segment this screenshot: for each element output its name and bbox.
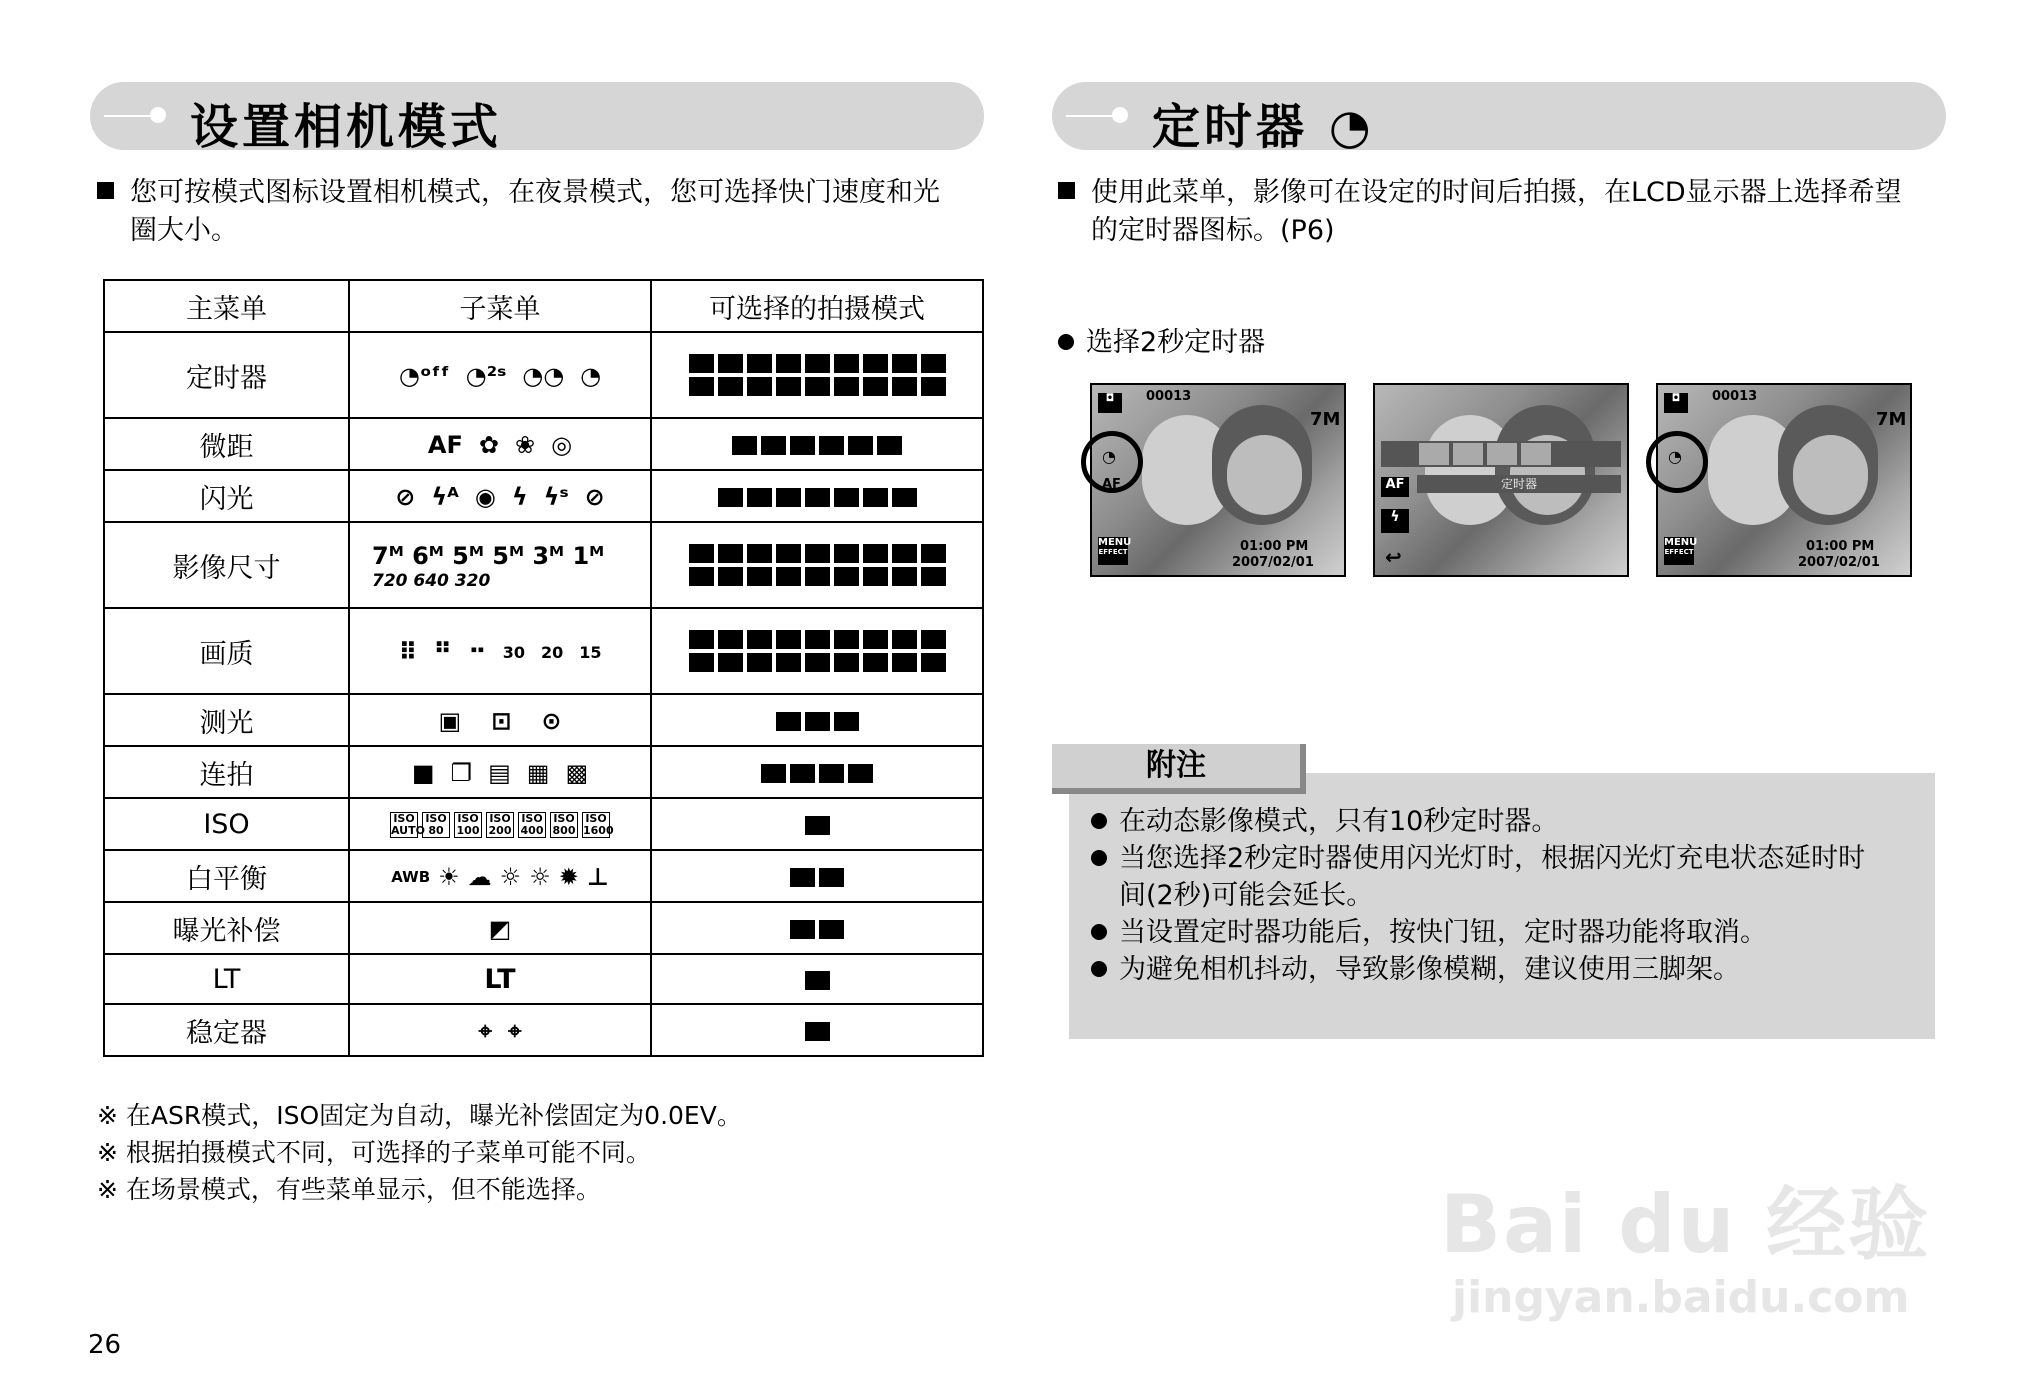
note-line: ※ 在ASR模式，ISO固定为自动，曝光补偿固定为0.0EV。 xyxy=(97,1101,742,1130)
menu-effect-button: MENU EFFECT xyxy=(1098,537,1128,565)
mode-icons xyxy=(651,746,983,798)
wb-icons xyxy=(349,850,651,902)
shooting-mode-icon xyxy=(834,712,859,731)
shooting-mode-icon xyxy=(863,567,888,586)
shooting-mode-icon xyxy=(819,436,844,455)
shooting-mode-icon xyxy=(805,567,830,586)
row-main: 稳定器 xyxy=(104,1004,349,1056)
af-menu-icon: AF xyxy=(1381,477,1409,497)
table-row xyxy=(104,902,983,954)
image-size-icons xyxy=(349,522,651,608)
row-main: 曝光补偿 xyxy=(104,902,349,954)
shooting-mode-icon xyxy=(805,816,830,835)
time-display: 01:00 PM xyxy=(1806,539,1875,554)
mode-icons xyxy=(651,522,983,608)
row-main: 定时器 xyxy=(104,332,349,418)
image-size-indicator: 7M xyxy=(1876,409,1907,430)
fluorescent-h-icon: ☼ xyxy=(499,863,522,891)
continuous-icon: ❐ xyxy=(450,759,473,787)
shooting-mode-icon xyxy=(776,712,801,731)
iso-100-icon: ISO 100 xyxy=(454,812,482,838)
timer-menu-label: 定时器 xyxy=(1417,475,1621,493)
timer-double-icon: ◔◔ xyxy=(522,362,565,390)
flash-off-icon: ⊘ xyxy=(395,483,416,511)
page-number: 26 xyxy=(88,1330,122,1360)
shooting-mode-icon xyxy=(834,653,859,672)
shooting-mode-icon xyxy=(718,377,743,396)
round-bullet-icon xyxy=(1091,961,1107,977)
flash-auto-icon: ϟᴬ xyxy=(431,483,459,511)
metering-icons xyxy=(349,694,651,746)
shooting-mode-icon xyxy=(921,630,946,649)
shooting-mode-icon xyxy=(834,377,859,396)
note-line: ※ 在场景模式，有些菜单显示，但不能选择。 xyxy=(97,1175,601,1204)
shooting-mode-icon xyxy=(790,764,815,783)
ev-icons xyxy=(349,902,651,954)
camera-mode-table xyxy=(103,279,984,1057)
timer-off-icon: ◔ xyxy=(1102,447,1116,466)
shooting-mode-icon xyxy=(747,377,772,396)
shooting-mode-icon xyxy=(892,488,917,507)
row-main: ISO xyxy=(104,798,349,850)
table-row xyxy=(104,332,983,418)
note-item: 为避免相机抖动，导致影像模糊，建议使用三脚架。 xyxy=(1119,954,1740,985)
iso-auto-icon: ISO AUTO xyxy=(391,812,425,837)
iso-400-icon: ISO 400 xyxy=(518,812,546,838)
shooting-mode-icon xyxy=(776,653,801,672)
shooting-mode-icon xyxy=(747,653,772,672)
exposure-comp-icon: ◩ xyxy=(488,915,512,943)
shooting-mode-icon xyxy=(892,653,917,672)
row-main: 微距 xyxy=(104,418,349,470)
red-eye-fix-icon: ⊘ xyxy=(584,483,605,511)
daylight-icon: ☀ xyxy=(438,863,460,891)
shooting-mode-icon xyxy=(718,630,743,649)
camera-mode-icon: ◘ xyxy=(1098,393,1122,413)
right-intro: 使用此菜单，影像可在设定的时间后拍摄，在LCD显示器上选择希望 的定时器图标。(P6) xyxy=(1058,174,1958,250)
stabilizer-icons xyxy=(349,1004,651,1056)
iso-icons xyxy=(349,798,651,850)
round-bullet-icon xyxy=(1091,813,1107,829)
left-title-bar xyxy=(90,82,984,155)
lt-label: LT xyxy=(349,954,651,1004)
stabilizer-on-icon: ⌖ xyxy=(508,1017,522,1045)
shooting-mode-icon xyxy=(921,653,946,672)
shooting-mode-icon xyxy=(776,630,801,649)
shooting-mode-icon xyxy=(747,488,772,507)
highlight-circle xyxy=(1081,431,1143,493)
spot-metering-icon: ⊡ xyxy=(491,707,512,735)
wide-icon: ▩ xyxy=(565,759,589,787)
super-fine-icon: ⠿ xyxy=(398,638,418,666)
note-header: 附注 xyxy=(1052,744,1306,794)
shooting-mode-icon xyxy=(848,764,873,783)
table-row xyxy=(104,608,983,694)
flash-icons xyxy=(349,470,651,522)
row-main: 连拍 xyxy=(104,746,349,798)
shooting-mode-icon xyxy=(834,567,859,586)
shooting-mode-icon xyxy=(718,488,743,507)
highlight-circle xyxy=(1646,431,1708,493)
note-item: 当设置定时器功能后，按快门钮，定时器功能将取消。 xyxy=(1119,917,1767,948)
note-item: 当您选择2秒定时器使用闪光灯时，根据闪光灯充电状态延时时 xyxy=(1119,843,1866,874)
shooting-mode-icon xyxy=(689,567,714,586)
row-main: LT xyxy=(104,954,349,1004)
iso-1600-icon: ISO 1600 xyxy=(583,812,614,837)
fps30-icon: 30 xyxy=(502,642,525,662)
shooting-mode-icon xyxy=(863,377,888,396)
square-bullet-icon xyxy=(97,182,114,199)
shooting-mode-icon xyxy=(732,436,757,455)
shooting-mode-icon xyxy=(863,488,888,507)
shooting-mode-icon xyxy=(834,544,859,563)
back-arrow-icon: ↩ xyxy=(1385,545,1402,569)
mode-icons xyxy=(651,418,983,470)
table-row xyxy=(104,954,983,1004)
mode-icons xyxy=(651,332,983,418)
shooting-mode-icon xyxy=(863,630,888,649)
shooting-mode-icon xyxy=(892,544,917,563)
shooting-mode-icon xyxy=(892,567,917,586)
timer-2s-icon: ◔²ˢ xyxy=(465,362,507,390)
table-row xyxy=(104,522,983,608)
mode-icons xyxy=(651,694,983,746)
round-bullet-icon xyxy=(1091,924,1107,940)
header-main-menu: 主菜单 xyxy=(104,280,349,332)
note-item-continued: 间(2秒)可能会延长。 xyxy=(1119,880,1374,911)
round-bullet-icon xyxy=(1091,850,1107,866)
shooting-mode-icon xyxy=(805,1022,830,1041)
shooting-mode-icon xyxy=(805,712,830,731)
custom-wb-icon: ⊥ xyxy=(586,863,609,891)
row-main: 影像尺寸 xyxy=(104,522,349,608)
mode-icons xyxy=(651,798,983,850)
shooting-mode-icon xyxy=(689,544,714,563)
shot-counter: 00013 xyxy=(1712,389,1758,404)
shooting-mode-icon xyxy=(761,436,786,455)
shooting-mode-icon xyxy=(834,488,859,507)
timer-2s-icon: ◔ xyxy=(1668,447,1682,466)
shooting-mode-icon xyxy=(834,354,859,373)
shooting-mode-icon xyxy=(863,653,888,672)
row-main: 画质 xyxy=(104,608,349,694)
manual-focus-icon: ◎ xyxy=(551,431,573,459)
round-bullet-icon xyxy=(1058,334,1074,350)
title-dash xyxy=(1066,115,1118,117)
left-intro: 您可按模式图标设置相机模式，在夜景模式，您可选择快门速度和光 圈大小。 xyxy=(97,174,997,250)
af-indicator: AF xyxy=(1102,477,1121,492)
shooting-mode-icon xyxy=(805,971,830,990)
shooting-mode-icon xyxy=(776,567,801,586)
shooting-mode-icon xyxy=(819,868,844,887)
shooting-mode-icon xyxy=(819,764,844,783)
shooting-mode-icon xyxy=(689,653,714,672)
shooting-mode-icon xyxy=(776,488,801,507)
shooting-mode-icon xyxy=(805,354,830,373)
left-page-title: 设置相机模式 xyxy=(190,99,503,155)
shooting-mode-icon xyxy=(805,653,830,672)
shot-counter: 00013 xyxy=(1146,389,1192,404)
table-row xyxy=(104,798,983,850)
shooting-mode-icon xyxy=(790,868,815,887)
iso-800-icon: ISO 800 xyxy=(550,812,578,838)
shooting-mode-icon xyxy=(805,377,830,396)
quality-icons xyxy=(349,608,651,694)
date-display: 2007/02/01 xyxy=(1232,555,1314,570)
baidu-watermark-url: jingyan.baidu.com xyxy=(1452,1272,1910,1323)
shooting-mode-icon xyxy=(921,567,946,586)
mode-icons xyxy=(651,470,983,522)
shooting-mode-icon xyxy=(718,544,743,563)
table-row xyxy=(104,470,983,522)
timer-off-icon: ◔ᵒᶠᶠ xyxy=(398,362,450,390)
square-bullet-icon xyxy=(1058,182,1075,199)
aeb-icon: ▦ xyxy=(526,759,550,787)
table-row xyxy=(104,746,983,798)
title-dot xyxy=(1112,107,1128,123)
shooting-mode-icon xyxy=(892,354,917,373)
right-page-title: 定时器 xyxy=(1152,99,1309,155)
shooting-mode-icon xyxy=(892,630,917,649)
shooting-mode-icon xyxy=(805,544,830,563)
shooting-mode-icon xyxy=(921,544,946,563)
shooting-mode-icon xyxy=(689,377,714,396)
menu-effect-button: MENU EFFECT xyxy=(1664,537,1694,565)
flash-menu-icon: ϟ xyxy=(1381,509,1409,533)
timer-10s-icon: ◔ xyxy=(580,362,602,390)
multi-metering-icon: ▣ xyxy=(438,707,462,735)
shooting-mode-icon xyxy=(776,377,801,396)
fps15-icon: 15 xyxy=(579,642,602,662)
lcd-screen-2 xyxy=(1373,383,1629,577)
flash-fill-icon: ϟ xyxy=(511,483,528,511)
note-line: ※ 根据拍摄模式不同，可选择的子菜单可能不同。 xyxy=(97,1138,651,1167)
mode-icons xyxy=(651,1004,983,1056)
single-shot-icon: ■ xyxy=(411,759,435,787)
header-sub-menu: 子菜单 xyxy=(349,280,651,332)
shooting-mode-icon xyxy=(921,354,946,373)
shooting-mode-icon xyxy=(819,920,844,939)
fine-icon: ⠛ xyxy=(433,638,452,666)
cloudy-icon: ☁ xyxy=(467,863,492,891)
image-size-indicator: 7M xyxy=(1310,409,1341,430)
title-dot xyxy=(150,107,166,123)
shooting-mode-icon xyxy=(776,544,801,563)
shooting-mode-icon xyxy=(790,920,815,939)
mode-icons xyxy=(651,902,983,954)
shooting-mode-icon xyxy=(863,354,888,373)
mode-icons xyxy=(651,954,983,1004)
super-macro-icon: ❀ xyxy=(515,431,536,459)
drive-icons xyxy=(349,746,651,798)
note-box xyxy=(1069,773,1935,1039)
timer-icon: ◔ xyxy=(1328,99,1375,155)
row-main: 白平衡 xyxy=(104,850,349,902)
shooting-mode-icon xyxy=(689,354,714,373)
size-icons: 7ᴹ 6ᴹ 5ᴹ 5ᴹ 3ᴹ 1ᴹ xyxy=(372,542,605,570)
mode-icons xyxy=(651,850,983,902)
iso-200-icon: ISO 200 xyxy=(486,812,514,838)
shooting-mode-icon xyxy=(747,354,772,373)
shooting-mode-icon xyxy=(747,630,772,649)
movie-size-labels: 720 640 320 xyxy=(372,570,491,591)
note-item: 在动态影像模式，只有10秒定时器。 xyxy=(1119,806,1559,837)
macro-icons xyxy=(349,418,651,470)
table-row xyxy=(104,1004,983,1056)
timer-icons xyxy=(349,332,651,418)
header-modes: 可选择的拍摄模式 xyxy=(651,280,983,332)
shooting-mode-icon xyxy=(718,567,743,586)
center-metering-icon: ⊙ xyxy=(541,707,562,735)
flash-slow-icon: ϟˢ xyxy=(543,483,569,511)
row-main: 闪光 xyxy=(104,470,349,522)
iso-80-icon: ISO 80 xyxy=(422,812,450,838)
awb-icon: AWB xyxy=(391,868,431,886)
shooting-mode-icon xyxy=(863,544,888,563)
shooting-mode-icon xyxy=(747,567,772,586)
table-row xyxy=(104,694,983,746)
shooting-mode-icon xyxy=(718,354,743,373)
baidu-watermark-logo: Bai du 经验 xyxy=(1440,1178,1931,1271)
tungsten-icon: ✹ xyxy=(558,863,579,891)
mode-icons xyxy=(651,608,983,694)
date-display: 2007/02/01 xyxy=(1798,555,1880,570)
stabilizer-off-icon: ⌖ xyxy=(478,1017,492,1045)
shooting-mode-icon xyxy=(892,377,917,396)
shooting-mode-icon xyxy=(776,354,801,373)
shooting-mode-icon xyxy=(747,544,772,563)
camera-mode-icon: ◘ xyxy=(1664,393,1688,413)
fluorescent-l-icon: ☼ xyxy=(529,863,551,891)
motion-capture-icon: ▤ xyxy=(488,759,511,787)
title-dash xyxy=(104,115,156,117)
shooting-mode-icon xyxy=(689,630,714,649)
time-display: 01:00 PM xyxy=(1240,539,1309,554)
shooting-mode-icon xyxy=(718,653,743,672)
shooting-mode-icon xyxy=(805,488,830,507)
red-eye-icon: ◉ xyxy=(474,483,496,511)
table-row xyxy=(104,850,983,902)
table-header-row xyxy=(104,280,983,332)
af-icon: AF xyxy=(427,431,463,459)
row-main: 测光 xyxy=(104,694,349,746)
shooting-mode-icon xyxy=(761,764,786,783)
shooting-mode-icon xyxy=(921,377,946,396)
right-title-bar xyxy=(1052,82,1946,155)
macro-icon: ✿ xyxy=(478,431,499,459)
shooting-mode-icon xyxy=(877,436,902,455)
fps20-icon: 20 xyxy=(540,642,564,662)
shooting-mode-icon xyxy=(834,630,859,649)
shooting-mode-icon xyxy=(848,436,873,455)
select-2s-label: 选择2秒定时器 xyxy=(1058,320,1265,359)
table-row xyxy=(104,418,983,470)
shooting-mode-icon xyxy=(790,436,815,455)
shooting-mode-icon xyxy=(805,630,830,649)
normal-icon: ⠒ xyxy=(467,638,487,666)
